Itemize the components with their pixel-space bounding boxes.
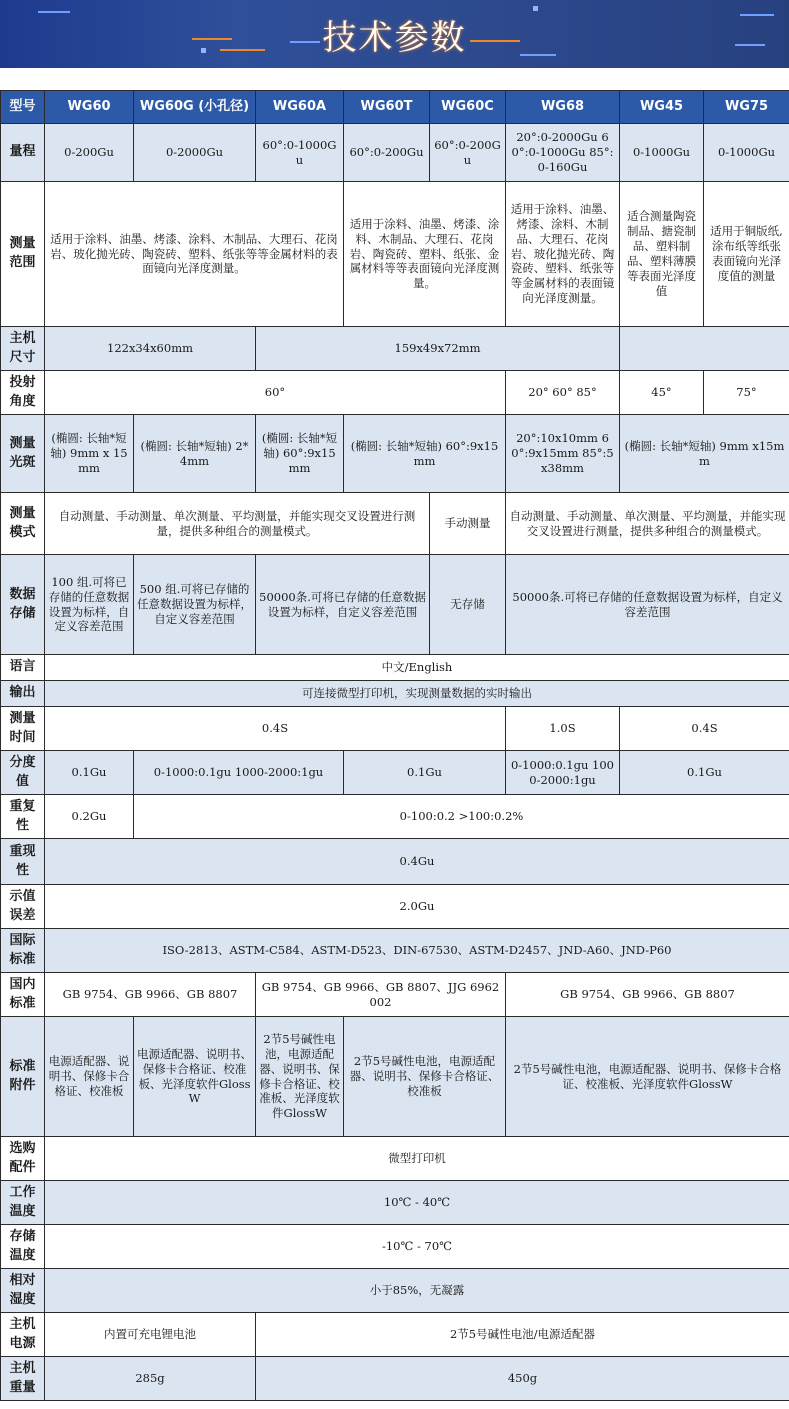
cell: 45° [620,371,704,415]
cell: -10℃ - 70℃ [45,1225,789,1269]
row-size [1,327,789,371]
header-cell-wg68: WG68 [506,91,620,124]
cell: 0-1000Gu [704,124,789,182]
cell: 适用于涂料、油墨、烤漆、涂料、木制品、大理石、花岗岩、玻化抛光砖、陶瓷砖、塑料、纸张等等金属材料的表面镜向光泽度测量。 [45,182,344,327]
cell [620,327,789,371]
cell: 2节5号碱性电池，电源适配器、说明书、保修卡合格证、校准板、光泽度软件GlossW [506,1017,789,1137]
row-reproducibility [1,839,789,885]
row-output [1,681,789,707]
cell: 可连接微型打印机，实现测量数据的实时输出 [45,681,789,707]
row-label: 重复性 [1,795,45,839]
cell: 2节5号碱性电池，电源适配器、说明书、保修卡合格证、校准板、光泽度软件GlossW [256,1017,344,1137]
row-label: 主机重量 [1,1357,45,1401]
header-cell-wg60a: WG60A [256,91,344,124]
cell: 20° 60° 85° [506,371,620,415]
row-label: 重现性 [1,839,45,885]
row-label: 输出 [1,681,45,707]
cell: 0-200Gu [45,124,134,182]
cell: 159x49x72mm [256,327,620,371]
row-label: 国际标准 [1,929,45,973]
row-label: 测量光斑 [1,415,45,493]
row-label: 工作温度 [1,1181,45,1225]
cell: GB 9754、GB 9966、GB 8807 [506,973,789,1017]
cell: (椭圆: 长轴*短轴) 9mm x15mm [620,415,789,493]
header-cell-model: 型号 [1,91,45,124]
cell: (椭圆: 长轴*短轴) 9mm x 15mm [45,415,134,493]
row-weight [1,1357,789,1401]
row-error [1,885,789,929]
cell: 2节5号碱性电池/电源适配器 [256,1313,789,1357]
cell: 0.4Gu [45,839,789,885]
cell: 100 组.可将已存储的任意数据设置为标样，自定义容差范围 [45,555,134,655]
header-cell-wg60t: WG60T [344,91,430,124]
row-resolution [1,751,789,795]
cell: 电源适配器、说明书、保修卡合格证、校准板 [45,1017,134,1137]
row-label: 主机尺寸 [1,327,45,371]
cell: 2节5号碱性电池，电源适配器、说明书、保修卡合格证、校准板 [344,1017,506,1137]
cell: 500 组.可将已存储的任意数据设置为标样，自定义容差范围 [134,555,256,655]
row-label: 国内标准 [1,973,45,1017]
row-range [1,124,789,182]
cell: 中文/English [45,655,789,681]
header-cell-wg60: WG60 [45,91,134,124]
row-label: 主机电源 [1,1313,45,1357]
cell: 60°:0-200Gu [344,124,430,182]
cell: 小于85%，无凝露 [45,1269,789,1313]
cell: 2.0Gu [45,885,789,929]
cell: 适用于铜版纸,涂布纸等纸张表面镜向光泽度值的测量 [704,182,789,327]
row-label: 示值误差 [1,885,45,929]
cell: 手动测量 [430,493,506,555]
row-language [1,655,789,681]
cell: 电源适配器、说明书、保修卡合格证、校准板、光泽度软件GlossW [134,1017,256,1137]
cell: 0.1Gu [620,751,789,795]
title-banner [0,0,789,68]
cell: (椭圆: 长轴*短轴) 60°:9x15mm [344,415,506,493]
header-cell-wg60g: WG60G (小孔径) [134,91,256,124]
row-accessories [1,1017,789,1137]
cell: 450g [256,1357,789,1401]
row-optional [1,1137,789,1181]
cell: 20°:0-2000Gu 60°:0-1000Gu 85°:0-160Gu [506,124,620,182]
row-intl-standard [1,929,789,973]
cell: 适用于涂料、油墨、烤漆、涂料、木制品、大理石、花岗岩、陶瓷砖、塑料、纸张、金属材料等等表面镜向光泽度测量。 [344,182,506,327]
cell: 285g [45,1357,256,1401]
cell: 75° [704,371,789,415]
cell: 0-1000:0.1gu 1000-2000:1gu [134,751,344,795]
cell: GB 9754、GB 9966、GB 8807 [45,973,256,1017]
cell: 适合测量陶瓷制品、搪瓷制品、塑料制品、塑料薄膜等表面光泽度值 [620,182,704,327]
cell: (椭圆: 长轴*短轴) 2*4mm [134,415,256,493]
row-label: 投射角度 [1,371,45,415]
row-time [1,707,789,751]
cell: 0-2000Gu [134,124,256,182]
cell: 0.4S [620,707,789,751]
row-label: 选购配件 [1,1137,45,1181]
cell: GB 9754、GB 9966、GB 8807、JJG 6962002 [256,973,506,1017]
row-label: 测量范围 [1,182,45,327]
header-cell-wg45: WG45 [620,91,704,124]
row-label: 语言 [1,655,45,681]
row-label: 测量时间 [1,707,45,751]
cell: 60°:0-1000Gu [256,124,344,182]
row-repeatability [1,795,789,839]
page-title: 技术参数 [322,18,467,58]
cell: 适用于涂料、油墨、烤漆、涂料、木制品、大理石、花岗岩、玻化抛光砖、陶瓷砖、塑料、纸张等等金属材料的表面镜向光泽度测量。 [506,182,620,327]
row-label: 存储温度 [1,1225,45,1269]
row-angle [1,371,789,415]
row-label: 标准附件 [1,1017,45,1137]
cell: 1.0S [506,707,620,751]
cell: 50000条.可将已存储的任意数据设置为标样，自定义容差范围 [506,555,789,655]
header-row [1,91,789,124]
cell: ISO-2813、ASTM-C584、ASTM-D523、DIN-67530、ASTM-D2457、JND-A60、JND-P60 [45,929,789,973]
cell: 自动测量、手动测量、单次测量、平均测量，并能实现交叉设置进行测量，提供多种组合的测量模式。 [45,493,430,555]
cell: 无存储 [430,555,506,655]
row-label: 数据存储 [1,555,45,655]
row-scope [1,182,789,327]
row-label: 测量模式 [1,493,45,555]
cell: 0.2Gu [45,795,134,839]
cell: 10℃ - 40℃ [45,1181,789,1225]
cell: 122x34x60mm [45,327,256,371]
row-label: 相对湿度 [1,1269,45,1313]
row-label: 分度值 [1,751,45,795]
cell: 0.1Gu [344,751,506,795]
cell: 自动测量、手动测量、单次测量、平均测量，并能实现交叉设置进行测量，提供多种组合的测量模式。 [506,493,789,555]
header-cell-wg75: WG75 [704,91,789,124]
cell: 0.4S [45,707,506,751]
spec-table [0,90,789,1401]
row-storage-temp [1,1225,789,1269]
cell: 0-100:0.2 >100:0.2% [134,795,789,839]
cell: 50000条.可将已存储的任意数据设置为标样，自定义容差范围 [256,555,430,655]
row-spot [1,415,789,493]
cell: 内置可充电锂电池 [45,1313,256,1357]
cell: 60° [45,371,506,415]
row-mode [1,493,789,555]
cell: (椭圆: 长轴*短轴) 60°:9x15mm [256,415,344,493]
cell: 微型打印机 [45,1137,789,1181]
cell: 0.1Gu [45,751,134,795]
cell: 20°:10x10mm 60°:9x15mm 85°:5x38mm [506,415,620,493]
row-domestic-standard [1,973,789,1017]
row-power [1,1313,789,1357]
row-storage [1,555,789,655]
cell: 0-1000Gu [620,124,704,182]
cell: 0-1000:0.1gu 1000-2000:1gu [506,751,620,795]
row-label: 量程 [1,124,45,182]
row-humidity [1,1269,789,1313]
cell: 60°:0-200Gu [430,124,506,182]
row-work-temp [1,1181,789,1225]
header-cell-wg60c: WG60C [430,91,506,124]
